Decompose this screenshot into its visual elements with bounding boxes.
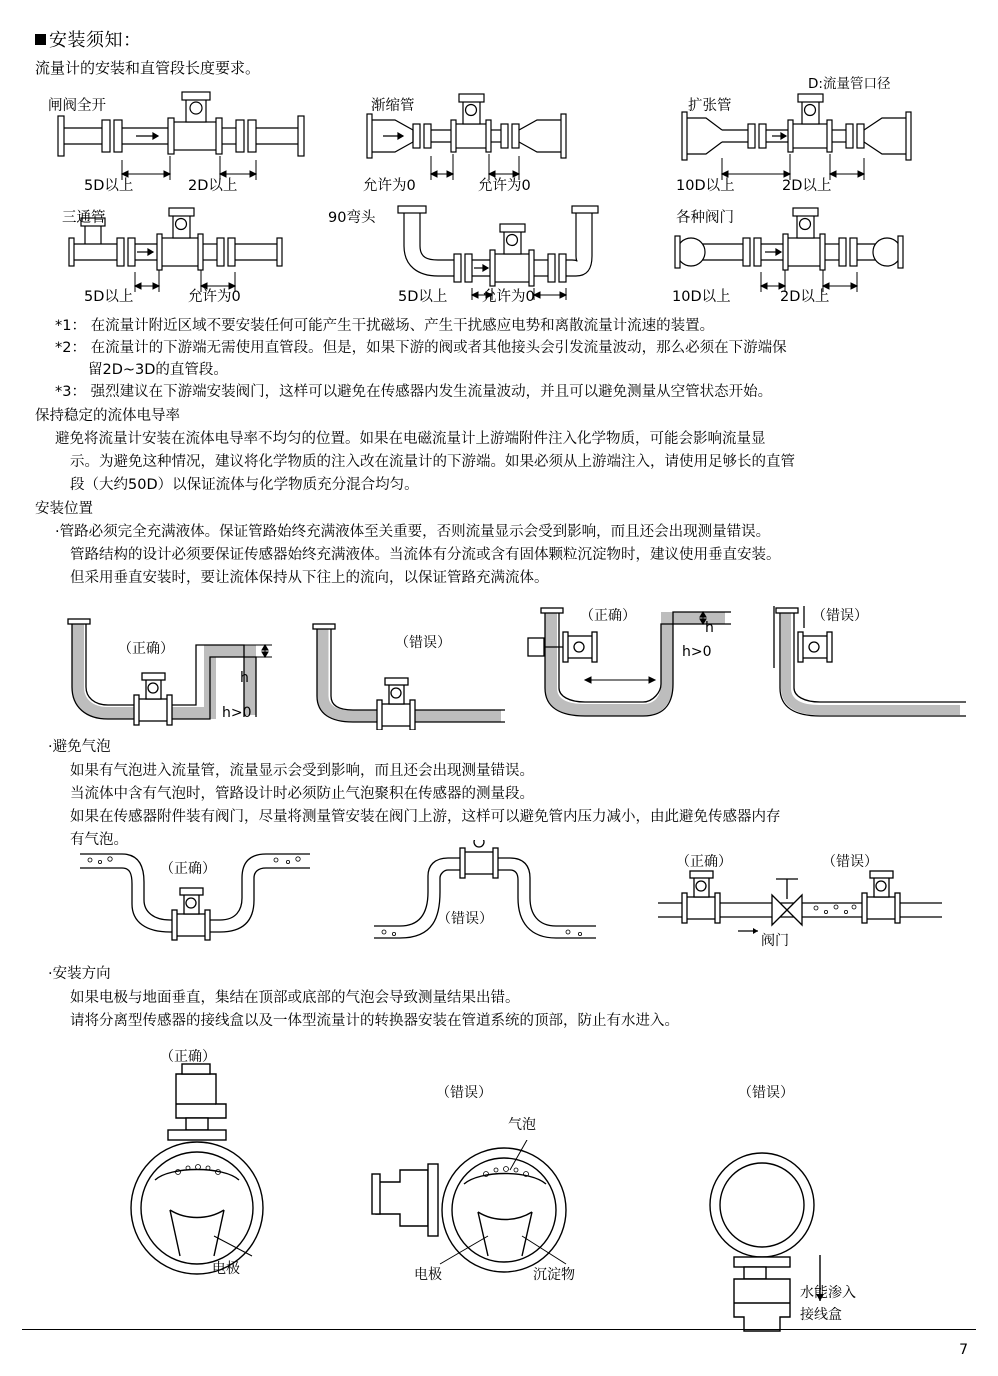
label-reducer: 渐缩管: [371, 98, 415, 114]
label-gate-valve-left: 5D以上: [84, 178, 134, 194]
callout-junction-box: 接线盒: [800, 1307, 842, 1323]
section-title: 安装须知：: [35, 26, 142, 52]
diagram-fill-wrong-2: [760, 592, 980, 732]
label-elbow90-right: 允许为0: [482, 289, 535, 305]
label-expander-left: 10D以上: [676, 178, 735, 194]
location-line-2: 但采用垂直安装时，要让流体保持从下往上的流向，以保证管路充满流体。: [70, 570, 549, 586]
label-bubble-wrong-2: （错误）: [822, 854, 878, 870]
label-h-1: h: [240, 670, 249, 686]
bubble-line-3: 如果在传感器附件装有阀门，尽量将测量管安装在阀门上游，这样可以避免管内压力减小，由此避免传感器内存: [70, 809, 781, 825]
label-direction-correct: （正确）: [160, 1049, 216, 1065]
callout-bubble: 气泡: [508, 1117, 536, 1133]
figure-direction-wrong-1: [370, 1140, 630, 1300]
label-tee-right: 允许为0: [188, 289, 241, 305]
location-line-1: 管路结构的设计必须要保证传感器始终充满液体。当流体有分流或含有固体颗粒沉淀物时，建议使用垂直安装。: [70, 547, 781, 563]
note-2-cont: 留2D~3D的直管段。: [88, 362, 228, 378]
label-reducer-left: 允许为0: [363, 178, 416, 194]
label-fill-correct-1: （正确）: [118, 641, 174, 657]
diagram-fill-wrong-1: [305, 610, 515, 730]
direction-line-2: 请将分离型传感器的接线盒以及一体型流量计的转换器安装在管道系统的顶部，防止有水进入。: [70, 1013, 679, 1029]
label-direction-wrong-1: （错误）: [436, 1085, 492, 1101]
label-gate-valve-right: 2D以上: [188, 178, 238, 194]
heading-location: 安装位置: [35, 501, 93, 517]
label-valves-right: 2D以上: [780, 289, 830, 305]
diagram-fill-correct-1: [60, 595, 290, 730]
callout-sediment: 沉淀物: [533, 1267, 575, 1283]
footer-divider: [22, 1329, 976, 1330]
bubble-line-2: 当流体中含有气泡时，管路设计时必须防止气泡聚积在传感器的测量段。: [70, 786, 534, 802]
callout-electrode-1: 电极: [212, 1261, 240, 1277]
label-valves: 各种阀门: [676, 210, 734, 226]
bubble-line-1: 如果有气泡进入流量管，流量显示会受到影响，而且还会出现测量错误。: [70, 763, 534, 779]
bubble-line-4: 有气泡。: [70, 832, 128, 848]
label-direction-wrong-2: （错误）: [738, 1085, 794, 1101]
label-expander: 扩张管: [688, 98, 732, 114]
label-reducer-right: 允许为0: [478, 178, 531, 194]
label-bubble-correct-2: （正确）: [676, 854, 732, 870]
label-tee: 三通管: [62, 210, 106, 226]
label-bubble-correct-1: （正确）: [160, 861, 216, 877]
figure-direction-correct: [130, 1060, 370, 1290]
label-bubble-wrong-1: （错误）: [437, 911, 493, 927]
callout-electrode-2: 电极: [414, 1267, 442, 1283]
label-fill-correct-2: （正确）: [580, 608, 636, 624]
label-tee-left: 5D以上: [84, 289, 134, 305]
label-elbow90-left: 5D以上: [398, 289, 448, 305]
direction-bullet: ·安装方向: [48, 966, 111, 982]
bubble-bullet: ·避免气泡: [48, 739, 111, 755]
label-gate-valve: 闸阀全开: [48, 98, 106, 114]
label-h-gt-0-1: h>0: [222, 705, 252, 721]
location-bullet: ·管路必须完全充满液体。保证管路始终充满液体至关重要，否则流量显示会受到影响，而且还会出现测量错误。: [55, 524, 771, 540]
label-fill-wrong-1: （错误）: [395, 635, 451, 651]
conductivity-line-3: 段（大约50D）以保证流体与化学物质充分混合均匀。: [70, 477, 419, 493]
conductivity-line-1: 避免将流量计安装在流体电导率不均匀的位置。如果在电磁流量计上游端附件注入化学物质，可能会影响流量显: [55, 431, 766, 447]
page-number: 7: [959, 1342, 968, 1358]
note-3: *3： 强烈建议在下游端安装阀门，这样可以避免在传感器内发生流量波动，并且可以避免测量从空管状态开始。: [55, 384, 773, 400]
label-valves-left: 10D以上: [672, 289, 731, 305]
diagram-bubble-wrong-1: [370, 840, 600, 950]
label-elbow90: 90弯头: [328, 210, 376, 226]
heading-conductivity: 保持稳定的流体电导率: [35, 408, 180, 424]
conductivity-line-2: 示。为避免这种情况，建议将化学物质的注入改在流量计的下游端。如果必须从上游端注入，请使用足够长的直管: [70, 454, 795, 470]
note-2: *2： 在流量计的下游端无需使用直管段。但是，如果下游的阀或者其他接头会引发流量波动，那么必须在下游端保: [55, 340, 787, 356]
label-h-gt-0-2: h>0: [682, 644, 712, 660]
callout-water-ingress: 水能渗入: [800, 1285, 856, 1301]
lead-text: 流量计的安装和直管段长度要求。: [35, 59, 261, 77]
label-fill-wrong-2: （错误）: [812, 608, 868, 624]
direction-line-1: 如果电极与地面垂直，集结在顶部或底部的气泡会导致测量结果出错。: [70, 990, 520, 1006]
bullet-square-icon: [35, 34, 46, 45]
diameter-label: D:流量管口径: [808, 76, 891, 92]
note-1: *1： 在流量计附近区域不要安装任何可能产生干扰磁场、产生干扰感应电势和离散流量计流速的装置。: [55, 318, 715, 334]
label-expander-right: 2D以上: [782, 178, 832, 194]
label-valve: 阀门: [761, 933, 789, 949]
label-h-2: h: [705, 620, 714, 636]
